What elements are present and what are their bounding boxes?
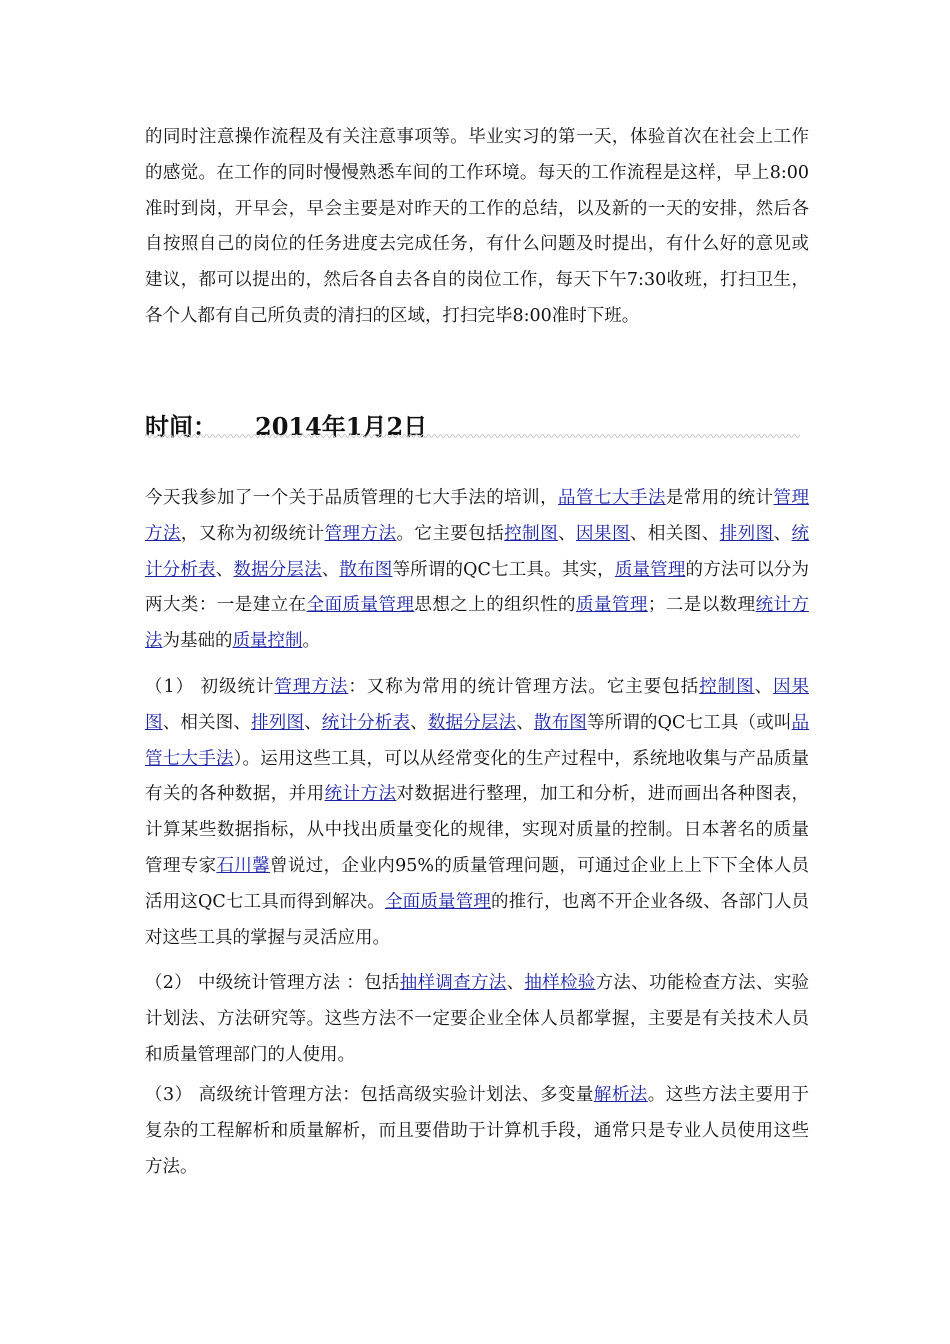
text-run: （1） 初级统计	[145, 677, 275, 697]
link-chouyang-diaocha-fangfa[interactable]: 抽样调查方法	[399, 973, 507, 993]
text-run: 等所谓的QC七工具。其实，	[392, 559, 615, 580]
text-run: 的方法可以分为两大类：一是建立在	[145, 559, 810, 616]
text-run: ；二是以数理	[647, 595, 756, 616]
heading-wavy-underline	[145, 432, 800, 440]
text-run: 、	[516, 712, 534, 733]
link-shuju-fencengfa[interactable]: 数据分层法	[233, 559, 322, 580]
link-kongzhitu[interactable]: 控制图	[504, 523, 559, 544]
link-sanbutu[interactable]: 散布图	[533, 712, 587, 733]
date-heading	[145, 406, 800, 448]
text-run: 曾说过，企业内95%的质量管理问题，可通过企业上上下下全体人员活用这QC七工具而得到解决。	[145, 855, 810, 912]
text-run: （3） 高级统计管理方法：包括高级实验计划法、多变量	[145, 1085, 594, 1105]
date-heading-label: 时间：	[145, 412, 217, 441]
text-run: 、	[304, 712, 322, 733]
text-run: 、	[506, 973, 525, 993]
text-run: 、	[558, 523, 577, 544]
text-run: 。这些方法主要用于复杂的工程解析和质量解析，而且要借助于计算机手段，通常只是专业人员使用这些方法。	[145, 1085, 810, 1177]
text-run: 的推行，也离不开企业各级、各部门人员对这些工具的掌握与灵活应用。	[145, 891, 809, 948]
link-jiexifa[interactable]: 解析法	[593, 1085, 648, 1105]
text-run: 、	[321, 559, 340, 580]
link-shichuan-xin[interactable]: 石川馨	[216, 855, 271, 876]
text-run: 今天我参加了一个关于品质管理的七大手法的培训，	[145, 488, 559, 508]
link-shuju-fencengfa[interactable]: 数据分层法	[427, 712, 517, 733]
intro-paragraph	[145, 120, 809, 335]
text-run: 、	[773, 523, 792, 544]
intro-text: 的同时注意操作流程及有关注意事项等。毕业实习的第一天，体验首次在社会上工作的感觉。在工作的同时慢慢熟悉车间的工作环境。每天的工作流程是这样，早上8:00准时到岗，开早会，早会主要是对昨天的工作的总结，以及新的一天的安排，然后各自按照自己的岗位的任务进度去完成任务，有什么问题及时提出，有什么好的意见或建议，都可以提出的，然后各自去各自的岗位工作，每天下午7:30收班，打扫卫生，各个人都有自己所负责的清扫的区域，打扫完毕8:00准时下班。	[145, 127, 809, 326]
text-run: 对数据进行整理，加工和分析，进而画出各种图表，计算某些数据指标，从中找出质量变化的规律，实现对质量的控制。日本著名的质量管理专家	[145, 784, 810, 876]
link-yinguotu[interactable]: 因果图	[576, 523, 630, 544]
text-run: 、相关图、	[162, 712, 252, 733]
text-run: 方法、功能检查方法、实验计划法、方法研究等。这些方法不一定要企业全体人员都掌握，主要是有关技术人员和质量管理部门的人使用。	[145, 973, 810, 1065]
link-pinguan-qi-da-shoufa[interactable]: 品管七大手法	[145, 712, 810, 769]
main-paragraph	[145, 481, 809, 660]
link-pailietu[interactable]: 排列图	[719, 523, 774, 544]
link-sanbutu[interactable]: 散布图	[339, 559, 393, 580]
link-guanli-fangfa[interactable]: 管理方法	[145, 488, 810, 544]
link-guanli-fangfa[interactable]: 管理方法	[274, 677, 349, 697]
link-quanmian-zhiliang-guanli[interactable]: 全面质量管理	[385, 891, 492, 912]
text-run: 、	[215, 559, 234, 580]
link-tongji-fenxibiao[interactable]: 统计分析表	[321, 712, 411, 733]
text-run: 。它主要包括	[396, 523, 505, 544]
text-run: 是常用的统计	[665, 488, 774, 508]
text-run: 、	[410, 712, 428, 733]
link-tongji-fenxibiao[interactable]: 统计分析表	[145, 523, 810, 580]
list-item-1	[145, 670, 809, 956]
text-run: ，又称为初级统计	[180, 523, 325, 544]
link-zhiliang-guanli[interactable]: 质量管理	[576, 595, 648, 616]
link-tongji-fangfa[interactable]: 统计方法	[145, 595, 810, 652]
text-run: 等所谓的QC七工具（或叫	[586, 712, 792, 733]
text-run: 、	[754, 677, 774, 697]
text-run: 。	[302, 631, 320, 652]
text-run: （2） 中级统计管理方法 ：包括	[145, 973, 400, 993]
link-kongzhitu[interactable]: 控制图	[699, 677, 755, 697]
link-chouyang-jianyan[interactable]: 抽样检验	[524, 973, 596, 993]
link-yinguotu[interactable]: 因果图	[145, 677, 810, 733]
list-item-2	[145, 966, 809, 1073]
text-run: ）。运用这些工具，可以从经常变化的生产过程中，系统地收集与产品质量有关的各种数据，并用	[145, 748, 810, 805]
link-zhiliang-kongzhi[interactable]: 质量控制	[232, 631, 303, 652]
link-guanli-fangfa[interactable]: 管理方法	[324, 523, 397, 544]
link-tongji-fangfa[interactable]: 统计方法	[324, 784, 397, 805]
text-run: 为基础的	[162, 631, 233, 652]
link-pinguan-qi-da-shoufa[interactable]: 品管七大手法	[558, 488, 666, 508]
text-run: 、相关图、	[629, 523, 720, 544]
date-heading-value: 2014年1月2日	[255, 412, 428, 441]
link-zhiliang-guanli[interactable]: 质量管理	[614, 559, 686, 580]
link-pailietu[interactable]: 排列图	[251, 712, 305, 733]
text-run: 思想之上的组织性的	[414, 595, 576, 616]
link-quanmian-zhiliang-guanli[interactable]: 全面质量管理	[306, 595, 415, 616]
list-item-3	[145, 1078, 809, 1185]
text-run: ：又称为常用的统计管理方法。它主要包括	[348, 677, 700, 697]
